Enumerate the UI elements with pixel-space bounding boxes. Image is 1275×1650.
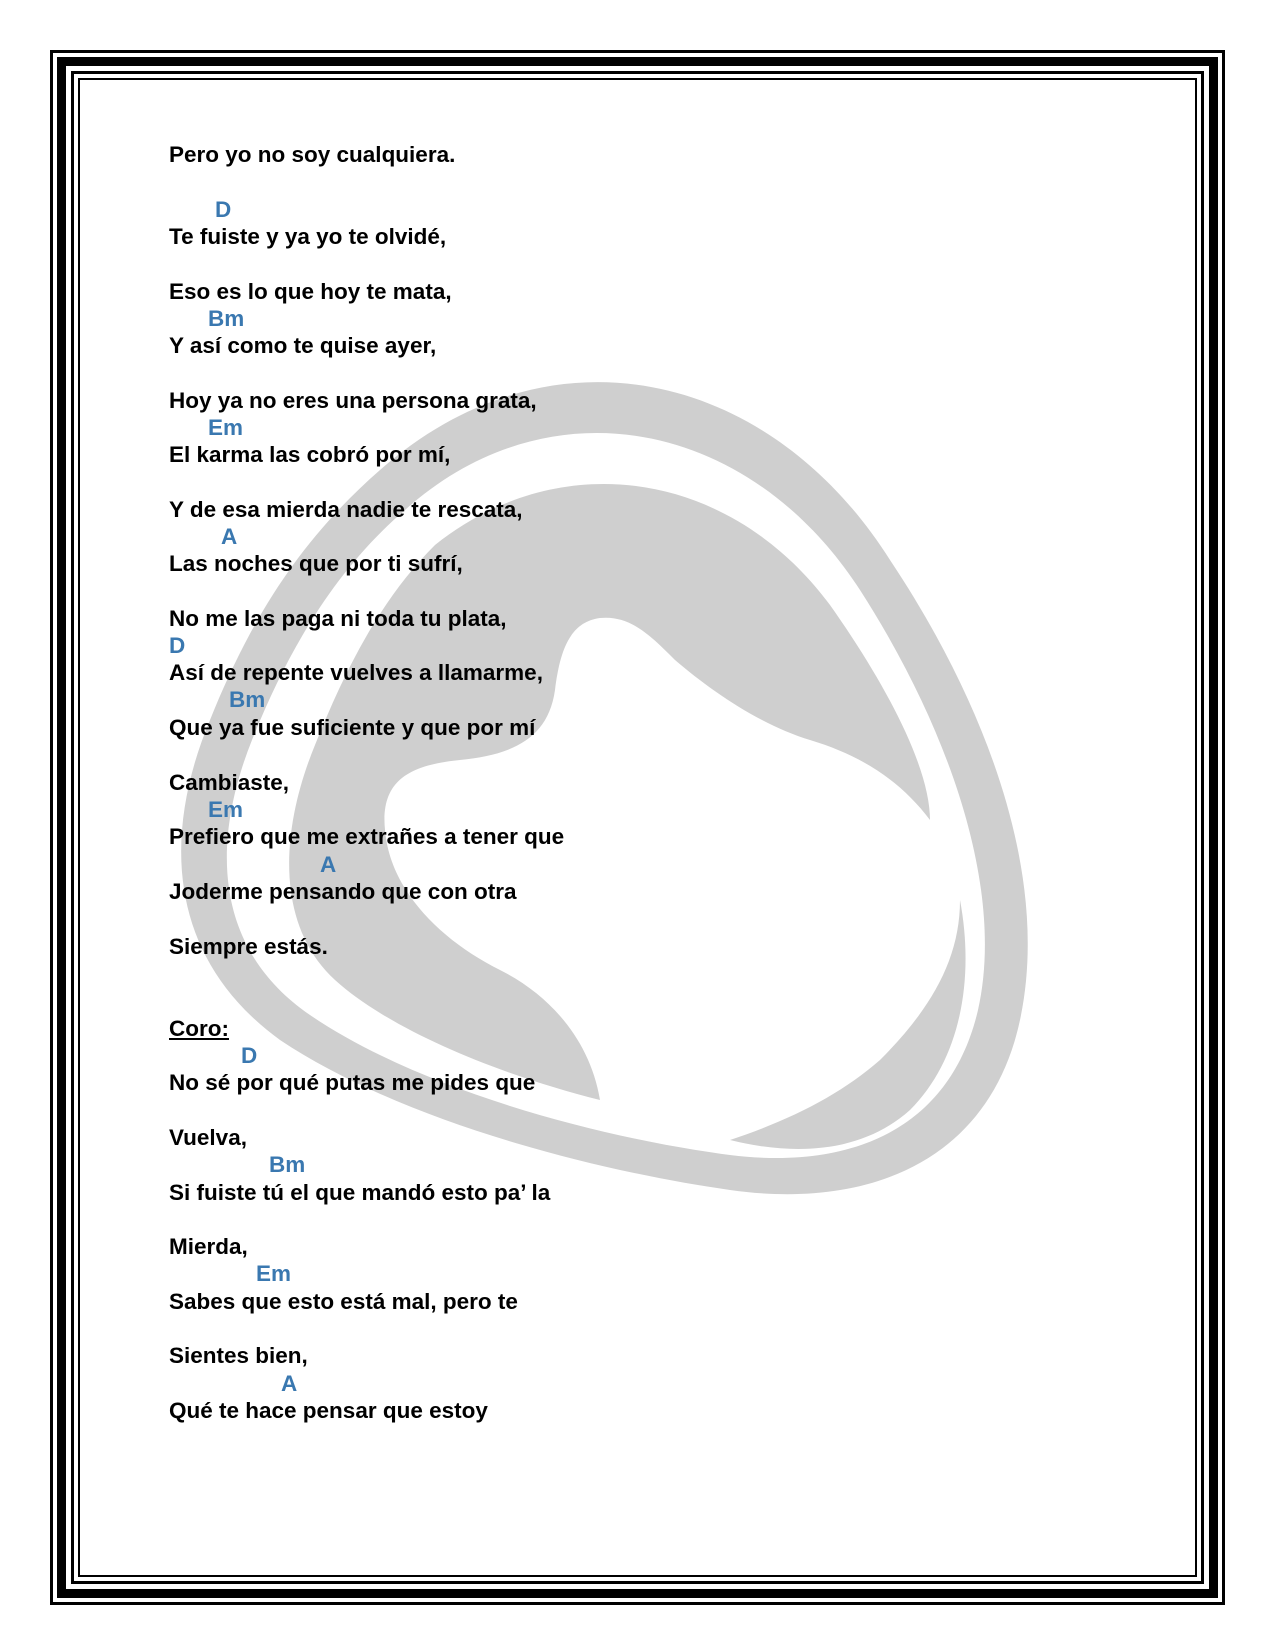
lyric-line: Vuelva, [169, 1125, 247, 1150]
chord-label: Bm [208, 306, 245, 331]
lyric-line: Joderme pensando que con otra [169, 879, 517, 904]
lyric-line: Hoy ya no eres una persona grata, [169, 388, 537, 413]
lyric-line: Te fuiste y ya yo te olvidé, [169, 224, 447, 249]
lyric-line: Siempre estás. [169, 934, 328, 959]
lyric-line: Sientes bien, [169, 1343, 308, 1368]
chord-label: A [221, 524, 238, 549]
chord-label: D [169, 633, 186, 658]
lyric-line: Sabes que esto está mal, pero te [169, 1289, 518, 1314]
lyric-line: El karma las cobró por mí, [169, 442, 451, 467]
lyric-line: Y así como te quise ayer, [169, 333, 437, 358]
section-header: Coro: [169, 1016, 229, 1041]
lyric-line: No sé por qué putas me pides que [169, 1070, 536, 1095]
lyric-line: Y de esa mierda nadie te rescata, [169, 497, 523, 522]
lyric-line: Si fuiste tú el que mandó esto pa’ la [169, 1180, 551, 1205]
lyric-line: Mierda, [169, 1234, 248, 1259]
chord-label: Bm [229, 687, 266, 712]
lyric-line: Prefiero que me extrañes a tener que [169, 824, 565, 849]
lyric-line: Pero yo no soy cualquiera. [169, 142, 456, 167]
lyric-line: No me las paga ni toda tu plata, [169, 606, 507, 631]
chord-label: Em [256, 1261, 292, 1286]
chord-label: Bm [269, 1152, 306, 1177]
lyric-line: Cambiaste, [169, 770, 290, 795]
lyric-line: Así de repente vuelves a llamarme, [169, 660, 543, 685]
chord-label: A [281, 1371, 298, 1396]
chord-label: D [241, 1043, 258, 1068]
lyric-line: Las noches que por ti sufrí, [169, 551, 463, 576]
chord-label: A [320, 852, 337, 877]
chord-label: Em [208, 797, 244, 822]
lyric-line: Qué te hace pensar que estoy [169, 1398, 488, 1423]
lyric-line: Que ya fue suficiente y que por mí [169, 715, 536, 740]
lyric-line: Eso es lo que hoy te mata, [169, 279, 452, 304]
chord-label: D [215, 197, 232, 222]
chord-label: Em [208, 415, 244, 440]
